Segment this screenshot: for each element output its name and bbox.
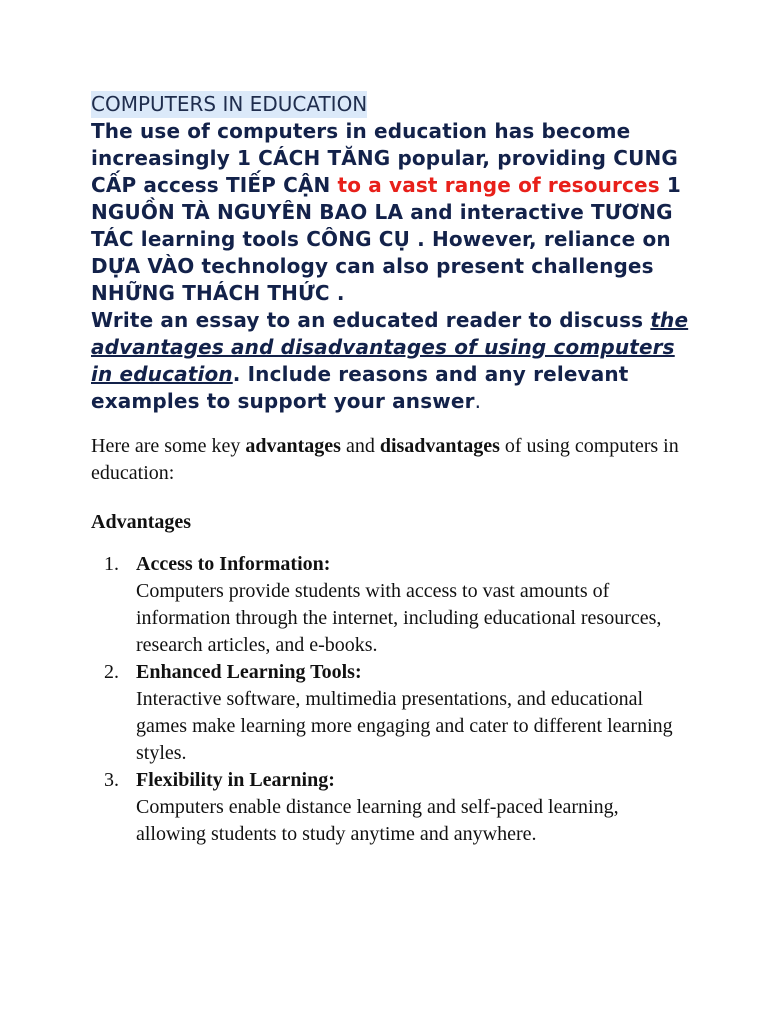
- intro-text-e: of using computers in education:: [91, 435, 679, 484]
- intro-text-a: Here are some key: [91, 435, 246, 457]
- list-item-title: Flexibility in Learning:: [136, 769, 335, 791]
- advantages-list: [91, 551, 691, 848]
- intro-disadvantages-word: disadvantages: [379, 435, 500, 457]
- list-item-title: Enhanced Learning Tools:: [136, 661, 362, 683]
- document-page: [91, 91, 691, 848]
- list-item-number: 3.: [104, 769, 119, 791]
- list-item-body: Interactive software, multimedia presentations, and educational games make learning more engaging and cater to different learning styles.: [136, 688, 673, 764]
- advantages-heading: Advantages: [91, 511, 192, 533]
- list-item-number: 1.: [104, 553, 119, 575]
- prompt-task-instructions: . Include reasons and any relevant examples to support your answer: [91, 362, 629, 413]
- list-item-body: Computers enable distance learning and self-paced learning, allowing students to study anytime and anywhere.: [136, 796, 619, 845]
- prompt-highlight-red: to a vast range of resources: [337, 173, 667, 197]
- essay-prompt: [91, 118, 691, 415]
- list-item-number: 2.: [104, 661, 119, 683]
- prompt-text-part-2: 1 NGUỒN TÀ NGUYÊN BAO LA and interactive TƯƠNG TÁC learning tools CÔNG CỤ . However, reliance on DỰA VÀO technology can also present challenges NHỮNG THÁCH THỨC .: [91, 173, 681, 305]
- intro-paragraph: [91, 433, 691, 487]
- list-item: [91, 551, 691, 659]
- list-item: [91, 659, 691, 767]
- prompt-text-part-1: The use of computers in education has become increasingly 1 CÁCH TĂNG popular, providing CUNG CẤP access TIẾP CẬN: [91, 119, 678, 197]
- list-item-body: Computers provide students with access to vast amounts of information through the internet, including educational resources, research articles, and e-books.: [136, 580, 662, 656]
- intro-text-c: and: [340, 435, 380, 457]
- prompt-task-period: .: [474, 389, 482, 413]
- list-item: [91, 767, 691, 848]
- prompt-task-topic: the advantages and disadvantages of using computers in education: [91, 308, 689, 386]
- list-item-title: Access to Information:: [136, 553, 331, 575]
- prompt-task-intro: Write an essay to an educated reader to discuss: [91, 308, 651, 332]
- document-title: COMPUTERS IN EDUCATION: [91, 92, 368, 116]
- intro-advantages-word: advantages: [245, 435, 341, 457]
